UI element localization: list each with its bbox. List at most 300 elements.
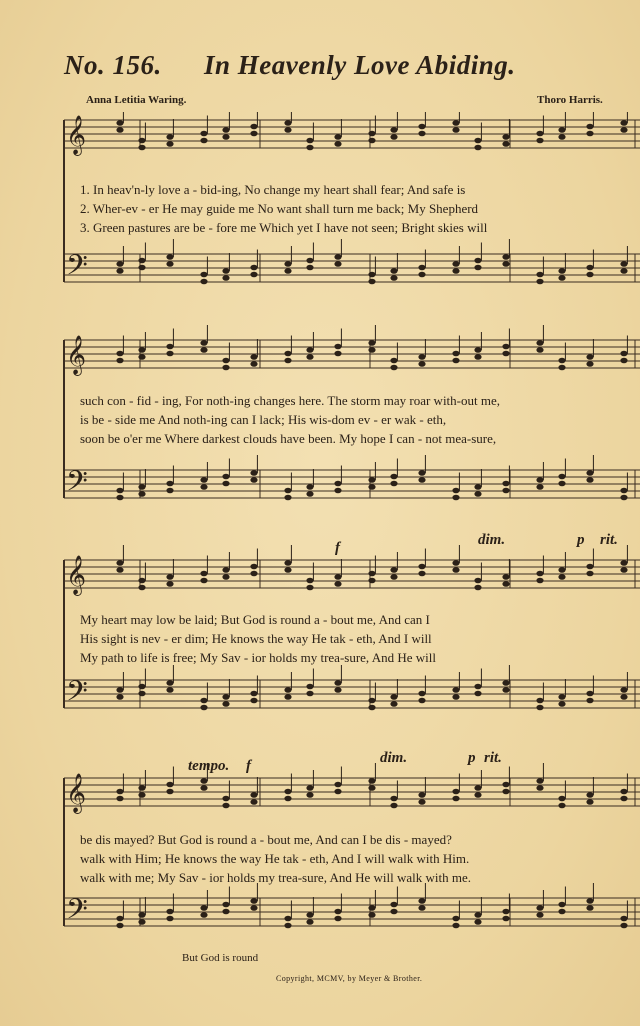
- note-head: [166, 134, 173, 140]
- note-head: [116, 120, 123, 126]
- note-head: [222, 574, 229, 580]
- note-head: [306, 691, 313, 697]
- note-head: [620, 923, 627, 929]
- treble-clef: 𝄞: [66, 335, 87, 375]
- note-head: [536, 279, 543, 285]
- note-head: [166, 261, 173, 267]
- staff-notation-3: [60, 530, 640, 730]
- note-head: [222, 481, 229, 487]
- note-head: [502, 488, 509, 494]
- note-head: [536, 272, 543, 278]
- note-head: [620, 687, 627, 693]
- note-head: [502, 789, 509, 795]
- note-head: [418, 354, 425, 360]
- note-head: [200, 705, 207, 711]
- note-head: [474, 919, 481, 925]
- note-head: [334, 581, 341, 587]
- note-head: [284, 560, 291, 566]
- note-head: [250, 272, 257, 278]
- note-head: [368, 477, 375, 483]
- note-head: [474, 347, 481, 353]
- note-head: [418, 272, 425, 278]
- note-head: [200, 272, 207, 278]
- note-head: [138, 585, 145, 591]
- note-head: [474, 578, 481, 584]
- verse-1-line: My heart may low be laid; But God is round a - bout me, And can I: [80, 612, 430, 627]
- note-head: [334, 782, 341, 788]
- note-head: [586, 898, 593, 904]
- note-head: [452, 358, 459, 364]
- note-head: [390, 275, 397, 281]
- note-head: [536, 138, 543, 144]
- note-head: [502, 481, 509, 487]
- verse-3-line: soon be o'er me Where darkest clouds have been. My hope I can - not mea-sure,: [80, 431, 497, 446]
- note-head: [418, 792, 425, 798]
- note-head: [116, 567, 123, 573]
- note-head: [222, 701, 229, 707]
- note-head: [418, 124, 425, 130]
- note-head: [536, 131, 543, 137]
- verse-2-line: walk with Him; He knows the way He tak - eth, And I will walk with Him.: [80, 851, 470, 866]
- note-head: [222, 902, 229, 908]
- note-head: [390, 358, 397, 364]
- note-head: [306, 578, 313, 584]
- note-head: [200, 905, 207, 911]
- note-head: [536, 477, 543, 483]
- note-head: [368, 905, 375, 911]
- note-head: [620, 261, 627, 267]
- composer: Thoro Harris.: [537, 94, 603, 106]
- lyricist: Anna Letitia Waring.: [86, 94, 187, 106]
- note-head: [558, 365, 565, 371]
- note-head: [474, 691, 481, 697]
- note-head: [138, 265, 145, 271]
- note-head: [116, 789, 123, 795]
- note-head: [558, 909, 565, 915]
- note-head: [536, 484, 543, 490]
- note-head: [368, 571, 375, 577]
- note-head: [250, 898, 257, 904]
- note-head: [474, 792, 481, 798]
- dynamic-dim: dim.: [380, 750, 408, 766]
- note-head: [284, 488, 291, 494]
- note-head: [368, 138, 375, 144]
- verse-3-line: walk with me; My Sav - ior holds my trea-sure, And He will walk with me.: [80, 870, 472, 885]
- treble-clef: 𝄞: [66, 115, 87, 155]
- note-head: [200, 571, 207, 577]
- note-head: [558, 134, 565, 140]
- note-head: [250, 799, 257, 805]
- note-head: [620, 916, 627, 922]
- note-head: [284, 916, 291, 922]
- note-head: [536, 778, 543, 784]
- note-head: [166, 680, 173, 686]
- note-head: [368, 705, 375, 711]
- note-head: [166, 909, 173, 915]
- note-head: [502, 254, 509, 260]
- note-head: [368, 484, 375, 490]
- note-head: [474, 484, 481, 490]
- note-head: [138, 792, 145, 798]
- note-head: [586, 131, 593, 137]
- note-head: [200, 785, 207, 791]
- note-head: [502, 344, 509, 350]
- note-head: [368, 912, 375, 918]
- verse-1-line: be dis mayed? But God is round a - bout me, And can I be dis - mayed?: [80, 832, 452, 847]
- note-head: [558, 902, 565, 908]
- note-head: [586, 571, 593, 577]
- note-head: [390, 701, 397, 707]
- note-head: [390, 474, 397, 480]
- note-head: [390, 134, 397, 140]
- note-head: [222, 134, 229, 140]
- note-head: [138, 491, 145, 497]
- note-head: [368, 347, 375, 353]
- dynamic-piano: p: [468, 750, 476, 766]
- note-head: [116, 488, 123, 494]
- note-head: [116, 358, 123, 364]
- hymn-number: No. 156.: [64, 50, 162, 80]
- note-head: [502, 574, 509, 580]
- note-head: [368, 131, 375, 137]
- verse-2-line: is be - side me And noth-ing can I lack; His wis-dom ev - er wak - eth,: [80, 412, 447, 427]
- note-head: [334, 488, 341, 494]
- note-head: [620, 560, 627, 566]
- note-head: [586, 905, 593, 911]
- verse-1-line: such con - fid - ing, For noth-ing changes here. The storm may roar with-out me,: [80, 393, 500, 408]
- note-head: [250, 571, 257, 577]
- note-head: [452, 916, 459, 922]
- note-head: [418, 477, 425, 483]
- note-head: [474, 354, 481, 360]
- hymn-title: In Heavenly Love Abiding.: [204, 50, 516, 80]
- note-head: [250, 354, 257, 360]
- note-head: [116, 268, 123, 274]
- note-head: [558, 474, 565, 480]
- note-head: [334, 916, 341, 922]
- note-head: [452, 694, 459, 700]
- note-head: [452, 560, 459, 566]
- note-head: [418, 131, 425, 137]
- dynamic-forte: f: [246, 758, 251, 774]
- note-head: [116, 796, 123, 802]
- note-head: [474, 684, 481, 690]
- verse-1-line: 1. In heav'n-ly love a - bid-ing, No change my heart shall fear; And safe is: [80, 182, 466, 197]
- note-head: [502, 581, 509, 587]
- note-head: [452, 488, 459, 494]
- dynamic-dim: dim.: [478, 532, 506, 548]
- note-head: [502, 141, 509, 147]
- note-head: [334, 261, 341, 267]
- note-head: [284, 261, 291, 267]
- note-head: [586, 272, 593, 278]
- note-head: [390, 796, 397, 802]
- note-head: [284, 789, 291, 795]
- note-head: [368, 785, 375, 791]
- verse-2-line: 2. Wher-ev - er He may guide me No want shall turn me back; My Shepherd: [80, 201, 479, 216]
- note-head: [474, 138, 481, 144]
- note-head: [222, 127, 229, 133]
- note-head: [306, 354, 313, 360]
- note-head: [306, 265, 313, 271]
- note-head: [586, 477, 593, 483]
- note-head: [368, 578, 375, 584]
- note-head: [502, 916, 509, 922]
- note-head: [222, 365, 229, 371]
- note-head: [250, 691, 257, 697]
- note-head: [418, 571, 425, 577]
- note-head: [586, 265, 593, 271]
- note-head: [502, 909, 509, 915]
- note-head: [200, 347, 207, 353]
- note-head: [306, 138, 313, 144]
- note-head: [166, 574, 173, 580]
- note-head: [502, 261, 509, 267]
- note-head: [250, 477, 257, 483]
- note-head: [452, 268, 459, 274]
- note-head: [116, 261, 123, 267]
- note-head: [222, 796, 229, 802]
- note-head: [620, 495, 627, 501]
- note-head: [536, 347, 543, 353]
- note-head: [138, 347, 145, 353]
- note-head: [558, 694, 565, 700]
- note-head: [620, 694, 627, 700]
- note-head: [138, 138, 145, 144]
- note-head: [334, 351, 341, 357]
- note-head: [620, 796, 627, 802]
- note-head: [222, 909, 229, 915]
- note-head: [390, 481, 397, 487]
- note-head: [390, 909, 397, 915]
- note-head: [166, 916, 173, 922]
- note-head: [418, 470, 425, 476]
- note-head: [200, 138, 207, 144]
- dynamic-piano: p: [577, 532, 585, 548]
- note-head: [390, 567, 397, 573]
- copyright: Copyright, MCMV, by Meyer & Brother.: [276, 974, 423, 983]
- note-head: [222, 268, 229, 274]
- note-head: [284, 127, 291, 133]
- note-head: [390, 365, 397, 371]
- verse-3-line: My path to life is free; My Sav - ior holds my trea-sure, And He will: [80, 650, 436, 665]
- note-head: [418, 265, 425, 271]
- note-head: [452, 567, 459, 573]
- note-head: [334, 134, 341, 140]
- note-head: [334, 254, 341, 260]
- verse-2-line: His sight is nev - er dim; He knows the way He tak - eth, And I will: [80, 631, 432, 646]
- note-head: [116, 495, 123, 501]
- note-head: [138, 258, 145, 264]
- note-head: [558, 701, 565, 707]
- note-head: [586, 470, 593, 476]
- note-head: [474, 258, 481, 264]
- dynamic-rit: rit.: [600, 532, 618, 548]
- note-head: [284, 694, 291, 700]
- note-head: [502, 687, 509, 693]
- note-head: [222, 567, 229, 573]
- note-head: [250, 361, 257, 367]
- note-head: [620, 789, 627, 795]
- note-head: [306, 258, 313, 264]
- note-head: [284, 358, 291, 364]
- note-head: [138, 785, 145, 791]
- note-head: [452, 923, 459, 929]
- note-head: [586, 124, 593, 130]
- note-head: [116, 560, 123, 566]
- note-head: [536, 785, 543, 791]
- note-head: [558, 358, 565, 364]
- note-head: [116, 694, 123, 700]
- note-head: [284, 567, 291, 573]
- music-system-2: [60, 310, 640, 515]
- note-head: [418, 799, 425, 805]
- note-head: [334, 344, 341, 350]
- note-head: [250, 698, 257, 704]
- note-head: [222, 358, 229, 364]
- bass-clef: 𝄢: [66, 249, 88, 289]
- music-system-4: [60, 748, 640, 973]
- note-head: [452, 789, 459, 795]
- note-head: [166, 687, 173, 693]
- note-head: [138, 684, 145, 690]
- note-head: [368, 279, 375, 285]
- note-head: [116, 351, 123, 357]
- note-head: [558, 268, 565, 274]
- dynamic-rit: rit.: [484, 750, 502, 766]
- note-head: [418, 361, 425, 367]
- note-head: [284, 687, 291, 693]
- note-head: [558, 275, 565, 281]
- note-head: [116, 127, 123, 133]
- note-head: [368, 778, 375, 784]
- note-head: [306, 684, 313, 690]
- note-head: [586, 698, 593, 704]
- note-head: [502, 680, 509, 686]
- note-head: [284, 495, 291, 501]
- note-head: [390, 574, 397, 580]
- note-head: [222, 694, 229, 700]
- note-head: [334, 909, 341, 915]
- note-head: [306, 912, 313, 918]
- note-head: [138, 145, 145, 151]
- note-head: [390, 902, 397, 908]
- note-head: [620, 268, 627, 274]
- note-head: [474, 912, 481, 918]
- note-head: [250, 564, 257, 570]
- note-head: [200, 698, 207, 704]
- note-head: [536, 340, 543, 346]
- note-head: [620, 358, 627, 364]
- note-head: [166, 344, 173, 350]
- note-head: [390, 127, 397, 133]
- note-head: [306, 145, 313, 151]
- note-head: [250, 131, 257, 137]
- music-system-3: [60, 530, 640, 730]
- note-head: [284, 120, 291, 126]
- note-head: [536, 578, 543, 584]
- treble-clef: 𝄞: [66, 555, 87, 595]
- note-head: [138, 484, 145, 490]
- note-head: [536, 705, 543, 711]
- note-head: [200, 912, 207, 918]
- note-head: [418, 698, 425, 704]
- note-head: [502, 782, 509, 788]
- note-head: [200, 279, 207, 285]
- note-head: [250, 124, 257, 130]
- note-head: [586, 361, 593, 367]
- note-head: [418, 905, 425, 911]
- note-head: [200, 477, 207, 483]
- bass-text: But God is round: [182, 952, 259, 964]
- note-head: [200, 484, 207, 490]
- note-head: [620, 567, 627, 573]
- note-head: [138, 578, 145, 584]
- note-head: [166, 789, 173, 795]
- note-head: [284, 923, 291, 929]
- dynamic-tempo: tempo.: [188, 758, 230, 774]
- note-head: [620, 120, 627, 126]
- note-head: [474, 491, 481, 497]
- note-head: [334, 789, 341, 795]
- note-head: [368, 340, 375, 346]
- verse-3-line: 3. Green pastures are be - fore me Which yet I have not seen; Bright skies will: [80, 220, 488, 235]
- note-head: [502, 351, 509, 357]
- note-head: [222, 803, 229, 809]
- note-head: [558, 127, 565, 133]
- note-head: [166, 254, 173, 260]
- note-head: [586, 354, 593, 360]
- note-head: [116, 923, 123, 929]
- note-head: [452, 351, 459, 357]
- note-head: [306, 919, 313, 925]
- note-head: [334, 141, 341, 147]
- note-head: [166, 581, 173, 587]
- note-head: [222, 474, 229, 480]
- note-head: [474, 585, 481, 591]
- note-head: [390, 268, 397, 274]
- note-head: [250, 470, 257, 476]
- note-head: [474, 265, 481, 271]
- note-head: [558, 796, 565, 802]
- note-head: [502, 134, 509, 140]
- note-head: [138, 354, 145, 360]
- note-head: [368, 698, 375, 704]
- note-head: [284, 351, 291, 357]
- note-head: [452, 127, 459, 133]
- note-head: [200, 778, 207, 784]
- note-head: [474, 145, 481, 151]
- note-head: [138, 912, 145, 918]
- note-head: [200, 340, 207, 346]
- note-head: [452, 495, 459, 501]
- note-head: [536, 698, 543, 704]
- note-head: [334, 687, 341, 693]
- note-head: [166, 782, 173, 788]
- note-head: [200, 131, 207, 137]
- treble-clef: 𝄞: [66, 773, 87, 813]
- note-head: [250, 905, 257, 911]
- note-head: [390, 803, 397, 809]
- note-head: [418, 898, 425, 904]
- note-head: [452, 796, 459, 802]
- note-head: [390, 694, 397, 700]
- note-head: [558, 481, 565, 487]
- bass-clef: 𝄢: [66, 465, 88, 505]
- note-head: [558, 567, 565, 573]
- note-head: [306, 585, 313, 591]
- note-head: [586, 799, 593, 805]
